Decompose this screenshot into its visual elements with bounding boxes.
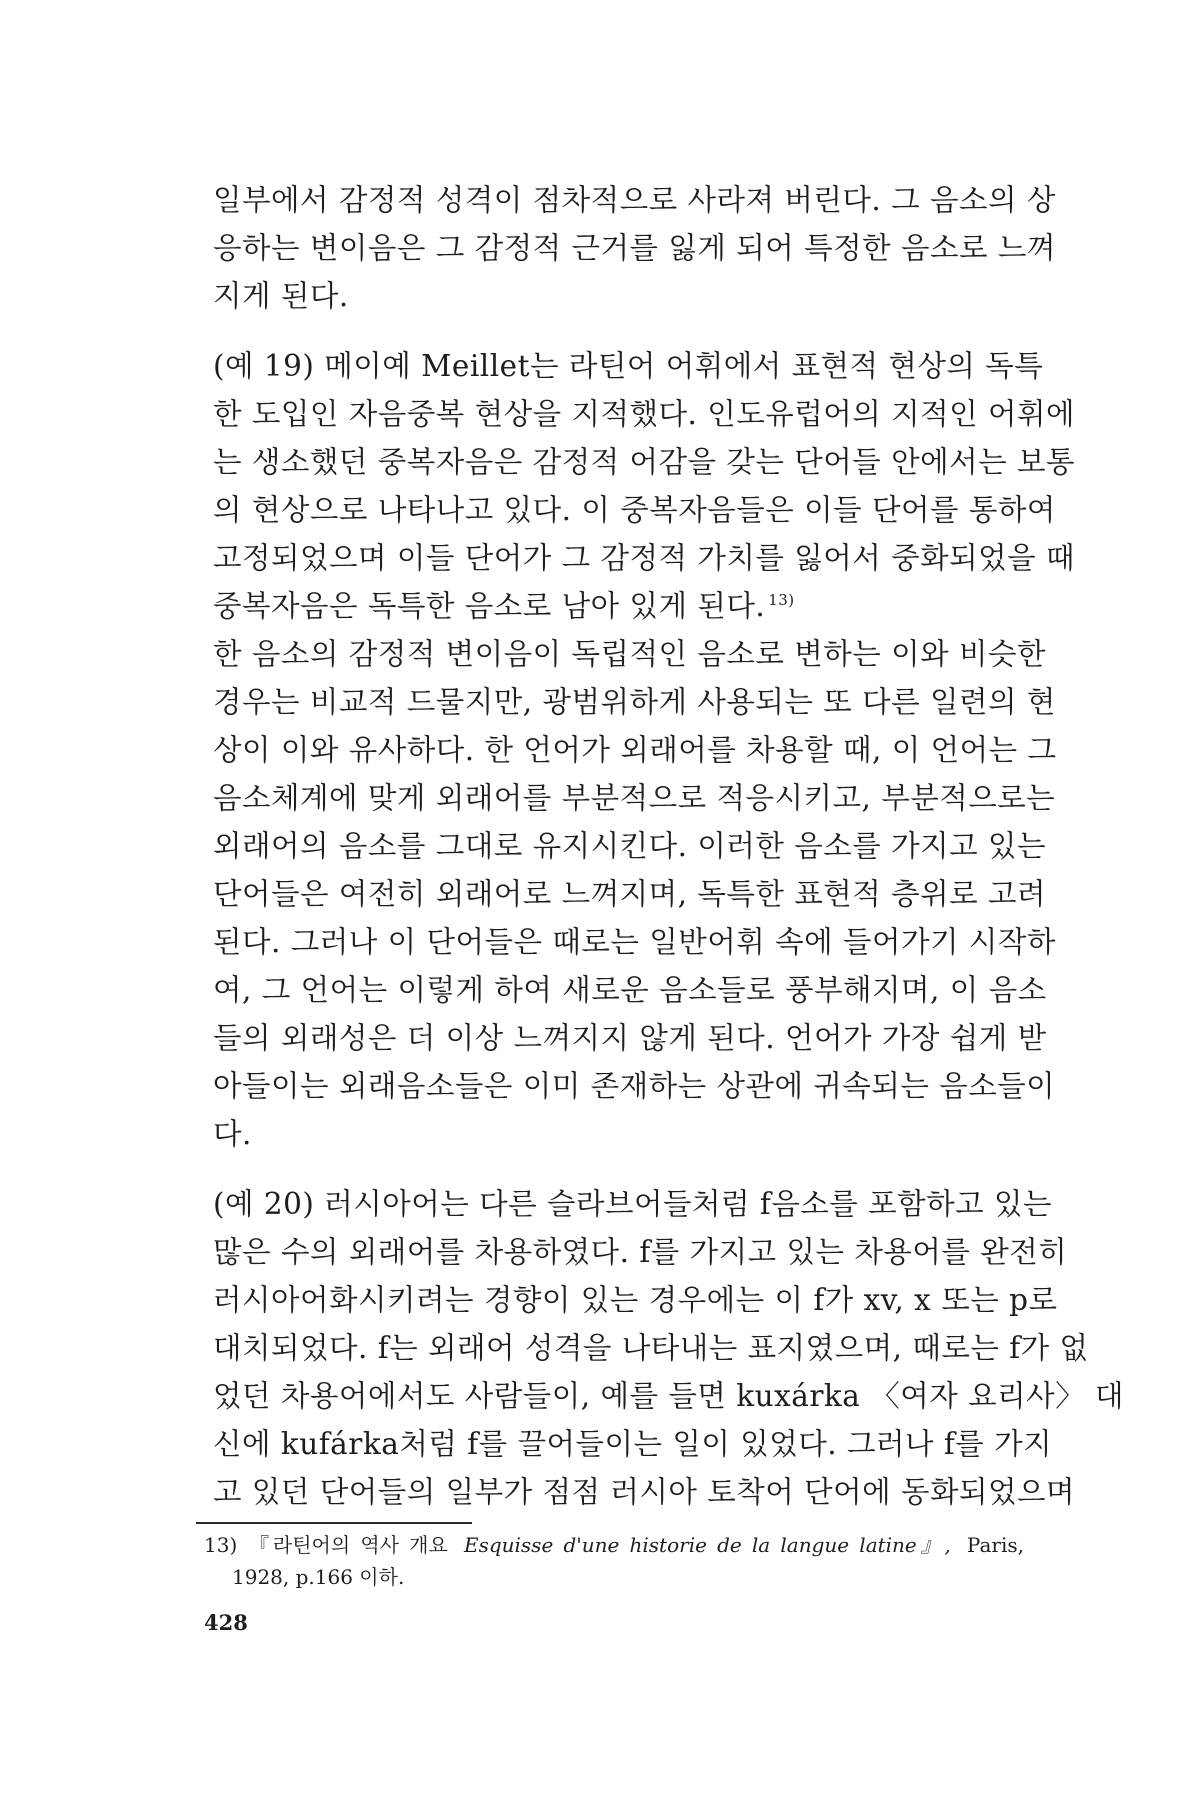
body-line: 대치되었다. f는 외래어 성격을 나타내는 표지였으며, 때로는 f가 없 bbox=[213, 1331, 1089, 1365]
body-line: 여, 그 언어는 이렇게 하여 새로운 음소들로 풍부해지며, 이 음소 bbox=[213, 973, 1047, 1007]
footnote-korean-title: 『라틴어의 역사 개요 bbox=[245, 1533, 448, 1557]
body-line: 었던 차용어에서도 사람들이, 예를 들면 kuxárka 〈여자 요리사〉 대 bbox=[213, 1379, 1124, 1413]
body-line: 일부에서 감정적 성격이 점차적으로 사라져 버린다. 그 음소의 상 bbox=[213, 183, 1056, 217]
page-number: 428 bbox=[204, 1610, 248, 1635]
body-line: 한 도입인 자음중복 현상을 지적했다. 인도유럽어의 지적인 어휘에 bbox=[213, 397, 1075, 431]
body-line: 단어들은 여전히 외래어로 느껴지며, 독특한 표현적 층위로 고려 bbox=[213, 877, 1046, 911]
body-line: 외래어의 음소를 그대로 유지시킨다. 이러한 음소를 가지고 있는 bbox=[213, 829, 1046, 863]
body-line: 경우는 비교적 드물지만, 광범위하게 사용되는 또 다른 일련의 현 bbox=[213, 685, 1056, 719]
body-line: 고 있던 단어들의 일부가 점점 러시아 토착어 단어에 동화되었으며 bbox=[213, 1475, 1075, 1509]
body-line: 고정되었으며 이들 단어가 그 감정적 가치를 잃어서 중화되었을 때 bbox=[213, 541, 1075, 575]
body-line: 많은 수의 외래어를 차용하였다. f를 가지고 있는 차용어를 완전히 bbox=[213, 1235, 1068, 1269]
body-line-text: 중복자음은 독특한 음소로 남아 있게 된다. bbox=[213, 589, 766, 623]
footnote-divider bbox=[196, 1522, 472, 1524]
body-line: 러시아어화시키려는 경향이 있는 경우에는 이 f가 xv, x 또는 p로 bbox=[213, 1283, 1058, 1317]
body-line: 들의 외래성은 더 이상 느껴지지 않게 된다. 언어가 가장 쉽게 받 bbox=[213, 1021, 1047, 1055]
footnote-line-2: 1928, p.166 이하. bbox=[232, 1565, 405, 1589]
body-line: 응하는 변이음은 그 감정적 근거를 잃게 되어 특정한 음소로 느껴 bbox=[213, 231, 1056, 265]
footnote-place: Paris, bbox=[966, 1533, 1024, 1557]
body-line: 지게 된다. bbox=[213, 279, 349, 313]
body-line: 음소체계에 맞게 외래어를 부분적으로 적응시키고, 부분적으로는 bbox=[213, 781, 1056, 815]
body-line: 상이 이와 유사하다. 한 언어가 외래어를 차용할 때, 이 언어는 그 bbox=[213, 733, 1057, 767]
body-line: 는 생소했던 중복자음은 감정적 어감을 갖는 단어들 안에서는 보통 bbox=[213, 445, 1075, 479]
footnote-french-title: Esquisse d'une historie de la langue latine』, bbox=[463, 1533, 951, 1557]
body-line: 다. bbox=[213, 1117, 252, 1151]
body-line: 된다. 그러나 이 단어들은 때로는 일반어휘 속에 들어가기 시작하 bbox=[213, 925, 1056, 959]
body-line: 의 현상으로 나타나고 있다. 이 중복자음들은 이들 단어를 통하여 bbox=[213, 493, 1056, 527]
footnote-mark: 13) bbox=[204, 1533, 238, 1557]
body-line: 아들이는 외래음소들은 이미 존재하는 상관에 귀속되는 음소들이 bbox=[213, 1069, 1056, 1103]
body-line: (예 20) 러시아어는 다른 슬라브어들처럼 f음소를 포함하고 있는 bbox=[213, 1187, 1053, 1221]
footnote-reference: 13) bbox=[768, 591, 795, 610]
body-line-with-footnote-ref bbox=[213, 582, 1023, 630]
body-line: 신에 kufárka처럼 f를 끌어들이는 일이 있었다. 그러나 f를 가지 bbox=[213, 1427, 1053, 1461]
body-line: (예 19) 메이예 Meillet는 라틴어 어휘에서 표현적 현상의 독특 bbox=[213, 349, 1044, 383]
footnote-line bbox=[204, 1530, 1024, 1560]
body-line: 한 음소의 감정적 변이음이 독립적인 음소로 변하는 이와 비슷한 bbox=[213, 637, 1046, 671]
